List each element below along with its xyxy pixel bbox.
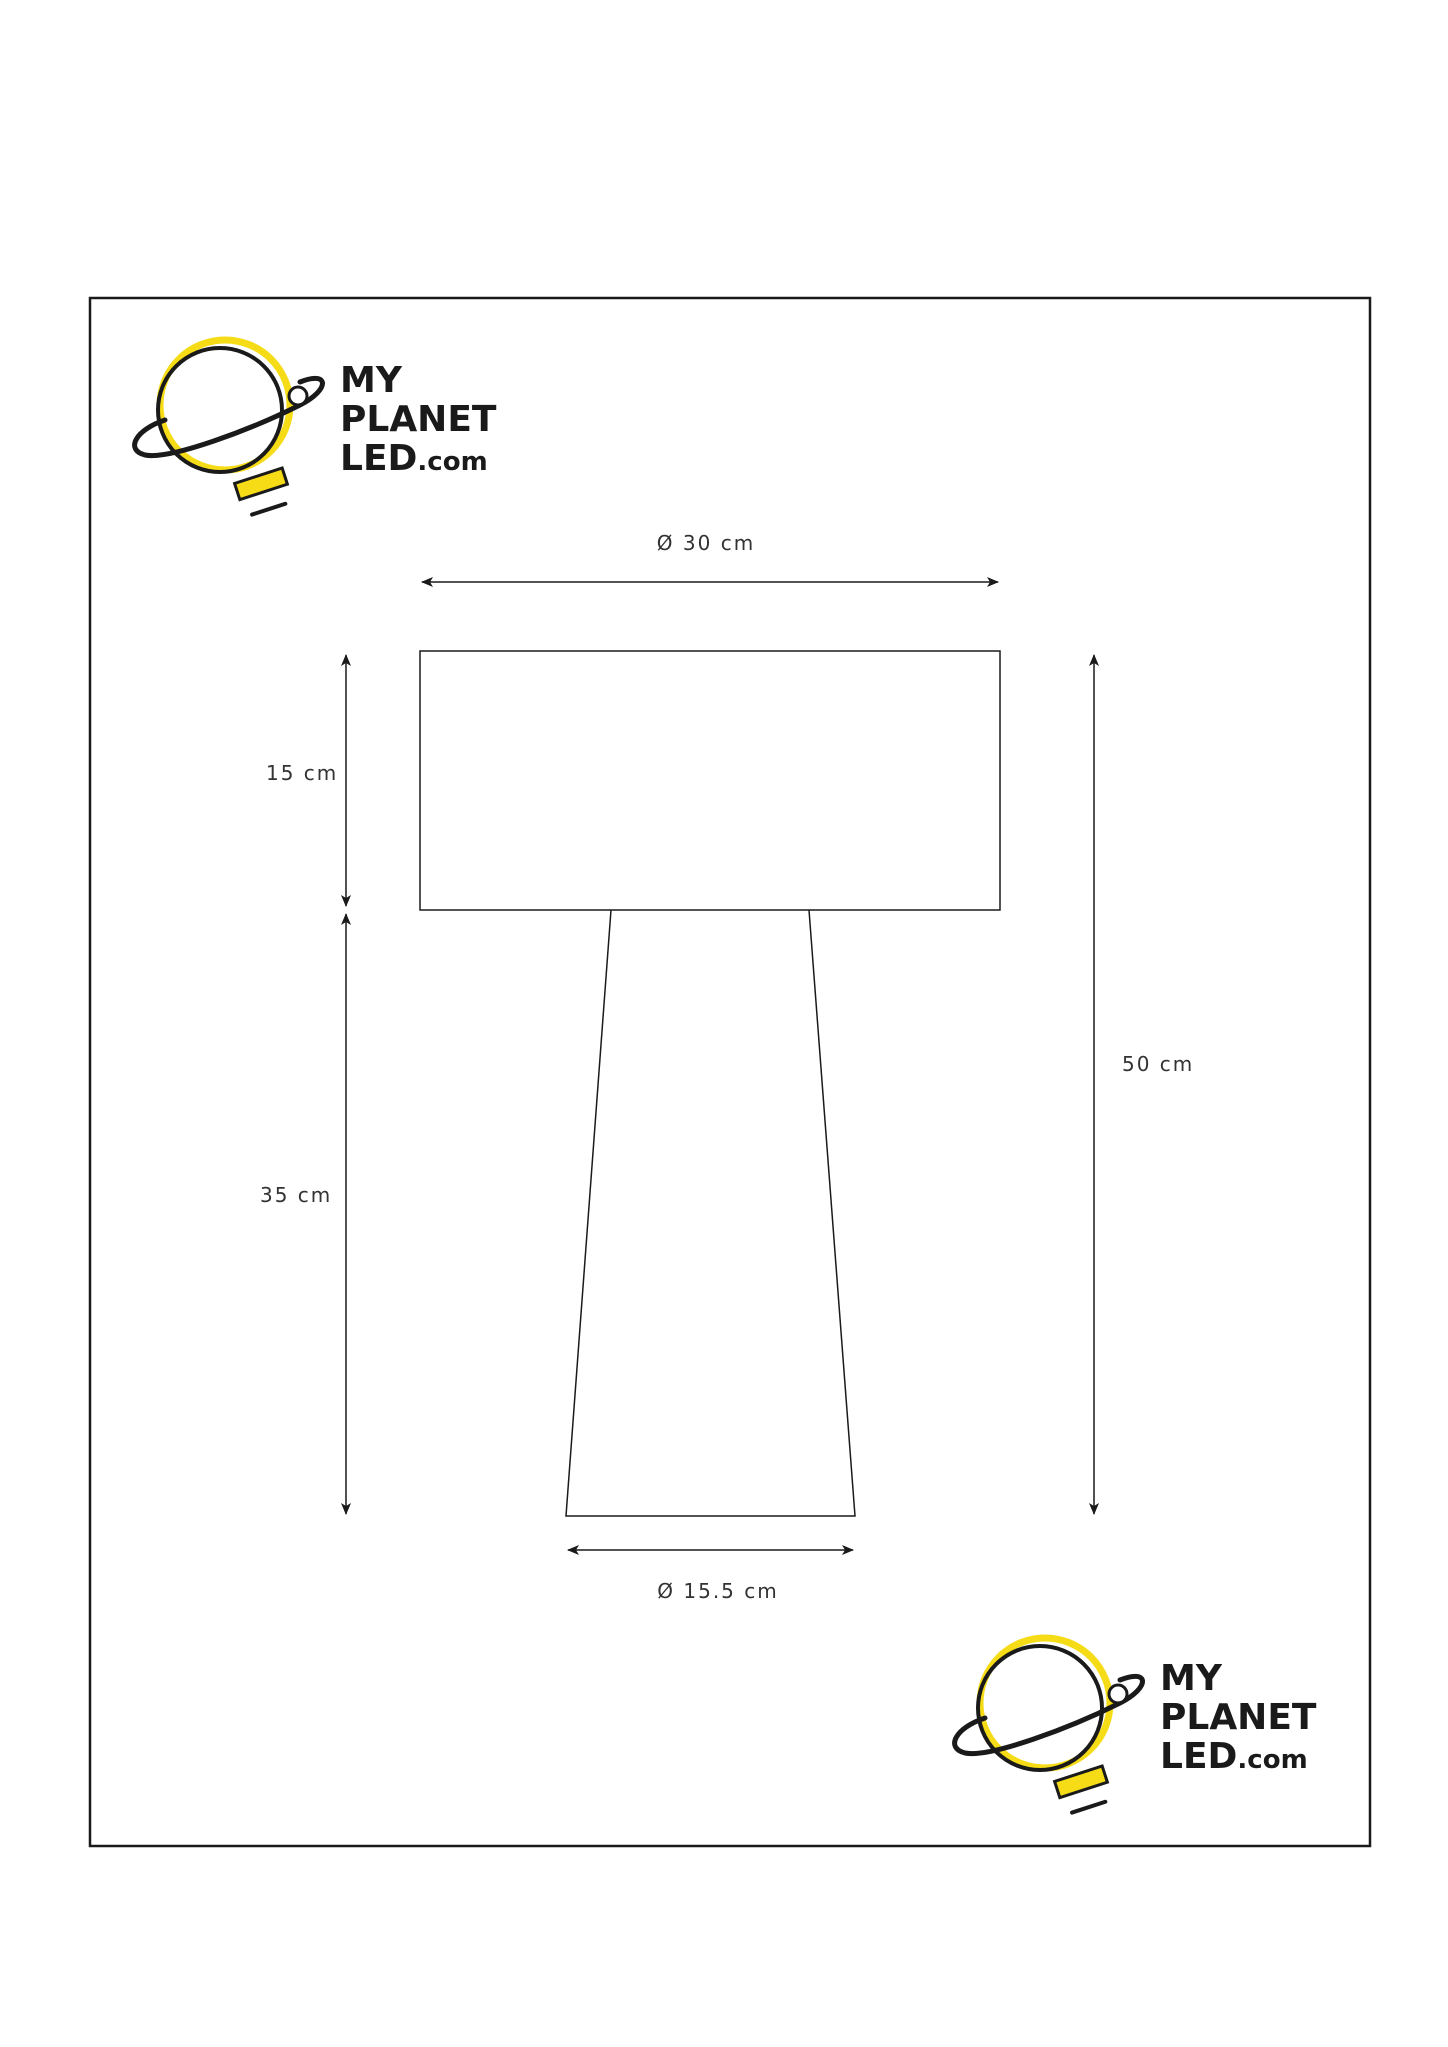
brand-logo-bottom (955, 1638, 1317, 1815)
base-height-label: 35 cm (260, 1183, 333, 1207)
lamp-shade-outline (420, 651, 1000, 910)
brand-line-planet: PLANET (340, 399, 497, 440)
planet-bulb-icon (955, 1638, 1143, 1815)
lamp-base-outline (566, 910, 855, 1516)
brand-com: .com (417, 447, 488, 477)
brand-logo-top (135, 340, 497, 517)
shade-diameter-label: Ø 30 cm (656, 531, 756, 555)
total-height-label: 50 cm (1122, 1052, 1195, 1076)
brand-led: LED (340, 438, 418, 479)
brand-led: LED (1160, 1736, 1238, 1777)
brand-line-planet: PLANET (1160, 1697, 1317, 1738)
brand-line-my: MY (1160, 1658, 1222, 1699)
brand-line-led (340, 438, 488, 479)
shade-height-label: 15 cm (266, 761, 339, 785)
base-diameter-label: Ø 15.5 cm (657, 1579, 779, 1603)
brand-line-led (1160, 1736, 1308, 1777)
brand-com: .com (1237, 1745, 1308, 1775)
brand-line-my: MY (340, 360, 402, 401)
planet-bulb-icon (135, 340, 323, 517)
